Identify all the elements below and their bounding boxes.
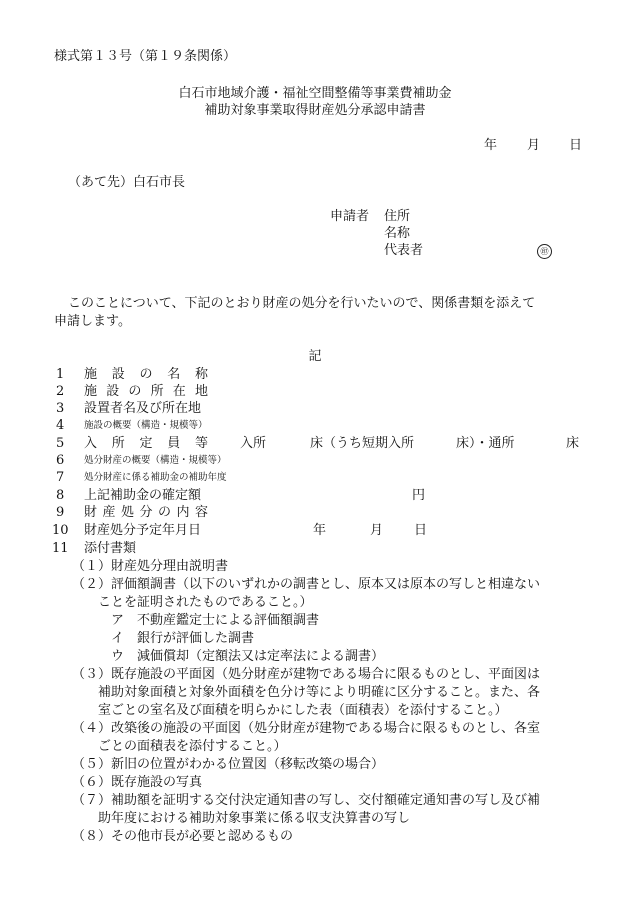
item-label: 処分財産に係る補助金の補助年度 <box>84 472 227 483</box>
item-label: 財産処分予定年月日 <box>84 523 202 538</box>
attachment-2-sub-a: ア 不動産鑑定士による評価額調書 <box>111 613 320 628</box>
addressee: （あて先）白石市長 <box>68 175 186 190</box>
attachment-7-line-1: （７）補助額を証明する交付決定通知書の写し、交付額確定通知書の写し及び補 <box>72 793 541 808</box>
attachment-4-line-1: （４）改築後の施設の平面図（処分財産が建物である場合に限るものとし、各室 <box>72 721 541 736</box>
amount-unit: 円 <box>412 488 426 503</box>
capacity-day: 床）・通所 <box>456 436 515 451</box>
item-number: 10 <box>52 523 69 538</box>
attachment-3-line-1: （３）既存施設の平面図（処分財産が建物である場合に限るものとし、平面図は <box>72 667 541 682</box>
item-number: 7 <box>56 470 65 485</box>
attachment-8: （８）その他市長が必要と認めるもの <box>72 829 294 844</box>
applicant-address: 住所 <box>384 209 411 224</box>
item-label: 施設の所在地 <box>84 384 208 399</box>
ki-heading: 記 <box>308 349 322 364</box>
item-label: 上記補助金の確定額 <box>84 488 202 503</box>
capacity-unit: 床 <box>566 436 580 451</box>
attachment-3-line-3: 室ごとの室名及び面積を明らかにした表（面積表）を添付すること。） <box>98 703 508 718</box>
item-number: 8 <box>56 488 65 503</box>
date-month: 月 <box>527 138 541 153</box>
item-label: 財産処分の内容 <box>84 505 208 520</box>
attachment-2-line-2: ことを証明されたものであること。） <box>98 595 313 610</box>
seal-mark: ㊞ <box>537 244 552 259</box>
disposal-day: 日 <box>414 523 428 538</box>
item-number: 5 <box>56 436 65 451</box>
form-number: 様式第１３号（第１９条関係） <box>54 49 237 64</box>
capacity-short-stay: 床（うち短期入所 <box>310 436 415 451</box>
attachment-2-sub-u: ウ 減価償却（定額法又は定率法による調書） <box>111 649 385 664</box>
date-year: 年 <box>484 138 498 153</box>
attachment-1: （１）財産処分理由説明書 <box>72 559 229 574</box>
item-label: 添付書類 <box>84 541 137 556</box>
title-line-2: 補助対象事業取得財産処分承認申請書 <box>204 103 426 118</box>
applicant-name: 名称 <box>384 226 411 241</box>
attachment-3-line-2: 補助対象面積と対象外面積を色分け等により明確に区分すること。また、各 <box>98 685 541 700</box>
attachment-7-line-2: 助年度における補助対象事業に係る収支決算書の写し <box>98 811 411 826</box>
item-label: 施設の概要（構造・規模等） <box>84 420 208 431</box>
intro-line-1: このことについて、下記のとおり財産の処分を行いたいので、関係書類を添えて <box>68 296 536 311</box>
item-number: 11 <box>52 541 69 556</box>
item-number: 4 <box>56 418 65 433</box>
item-number: 2 <box>56 384 65 399</box>
item-label: 施設の名称 <box>84 367 208 382</box>
applicant-representative: 代表者 <box>384 243 424 258</box>
item-label: 処分財産の概要（構造・規模等） <box>84 455 227 466</box>
attachment-5: （５）新旧の位置がわかる位置図（移転改築の場合） <box>72 757 385 772</box>
item-number: 9 <box>56 505 65 520</box>
applicant-label: 申請者 <box>330 209 370 224</box>
item-number: 1 <box>56 367 65 382</box>
disposal-month: 月 <box>370 523 384 538</box>
attachment-4-line-2: ごとの面積表を添付すること。） <box>98 739 287 754</box>
attachment-6: （６）既存施設の写真 <box>72 775 203 790</box>
intro-line-2: 申請します。 <box>54 314 131 329</box>
capacity-resident: 入所 <box>240 436 267 451</box>
date-day: 日 <box>569 138 583 153</box>
disposal-year: 年 <box>313 523 327 538</box>
item-label: 入所定員等 <box>84 436 208 451</box>
item-label: 設置者名及び所在地 <box>84 401 202 416</box>
item-number: 3 <box>56 401 65 416</box>
attachment-2-sub-i: イ 銀行が評価した調書 <box>111 631 255 646</box>
item-number: 6 <box>56 453 65 468</box>
title-line-1: 白石市地域介護・福祉空間整備等事業費補助金 <box>178 86 452 101</box>
attachment-2-line-1: （２）評価額調書（以下のいずれかの調書とし、原本又は原本の写しと相違ない <box>72 577 541 592</box>
